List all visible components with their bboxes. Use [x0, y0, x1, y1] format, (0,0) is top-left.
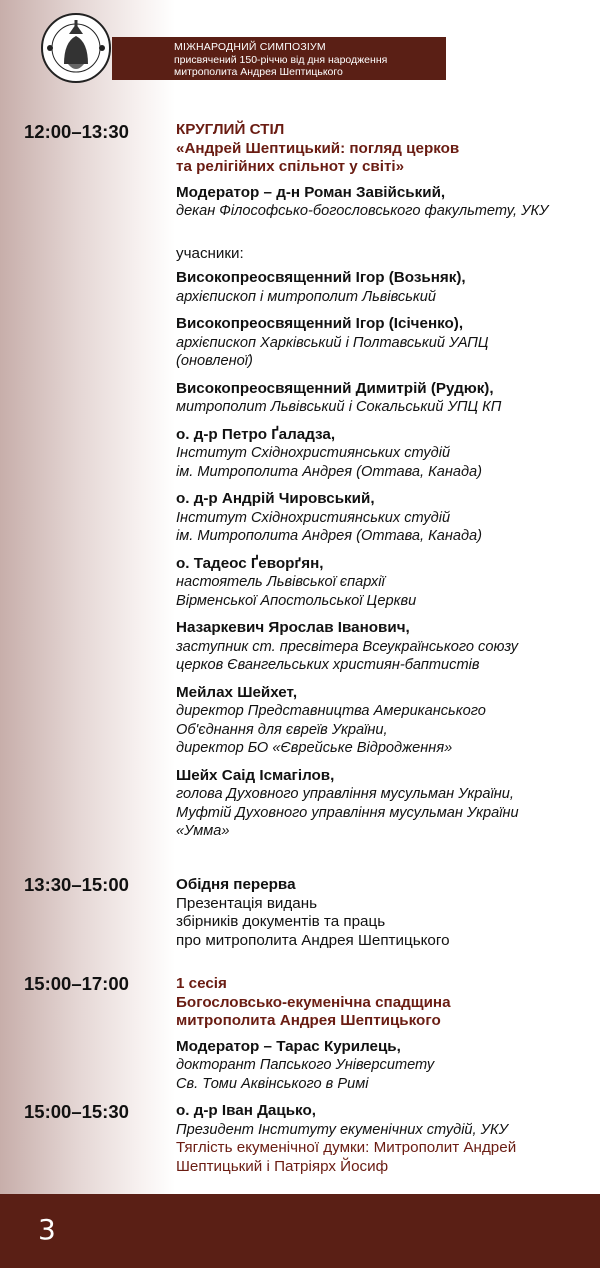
- participant-role: (оновленої): [176, 353, 253, 369]
- header-line-1: МІЖНАРОДНИЙ СИМПОЗІУМ: [174, 41, 326, 53]
- participant-name: Назаркевич Ярослав Іванович,: [176, 619, 410, 636]
- footer-band: [0, 1194, 600, 1268]
- moderator-role: Св. Томи Аквінського в Римі: [176, 1075, 369, 1092]
- participant-role: Муфтій Духовного управління мусульман України: [176, 804, 519, 821]
- moderator-role: докторант Папського Університету: [176, 1057, 435, 1073]
- session-time: 15:00–15:30: [24, 1101, 129, 1122]
- participant: [176, 315, 586, 371]
- participant: [176, 684, 586, 758]
- participant-role: голова Духовного управління мусульман України,: [176, 786, 514, 802]
- participant-role: директор БО «Єврейське Відродження»: [176, 740, 453, 756]
- session-line: Презентація видань: [176, 894, 318, 912]
- session-title-line: Богословсько-екуменічна спадщина: [176, 993, 451, 1011]
- session-title-line: митрополита Андрея Шептицького: [176, 1012, 441, 1029]
- participant-role: заступник ст. пресвітера Всеукраїнського союзу: [176, 638, 519, 655]
- session-title-line: 1 сесія: [176, 975, 227, 992]
- participant-role: церков Євангельських християн-баптистів: [176, 657, 480, 673]
- header-line-3: митрополита Андрея Шептицького: [174, 66, 343, 78]
- header-band: [112, 37, 446, 80]
- session-line: про митрополита Андрея Шептицького: [176, 931, 450, 949]
- round-table-block: [176, 121, 586, 850]
- participant: [176, 619, 586, 675]
- participant-role: ім. Митрополита Андрея (Оттава, Канада): [176, 463, 483, 480]
- participant-role: Об'єднання для євреїв України,: [176, 721, 388, 738]
- participant-role: митрополит Львівський і Сокальський УПЦ КП: [176, 399, 502, 415]
- participant-name: Високопреосвященний Ігор (Ісіченко),: [176, 315, 464, 332]
- participant-role: «Умма»: [176, 823, 230, 839]
- participant-name: Шейх Саід Ісмагілов,: [176, 766, 335, 784]
- page-number: 3: [38, 1213, 56, 1246]
- participant: [176, 490, 586, 546]
- session-1-block: [176, 975, 586, 1093]
- speaker-name: о. д-р Іван Дацько,: [176, 1102, 316, 1119]
- speaker-role: Президент Інституту екуменічних студій, УКУ: [176, 1121, 508, 1138]
- talk-title: Тяглість екуменічної думки: Митрополит Андрей: [176, 1139, 517, 1156]
- participant: [176, 767, 586, 841]
- participant-name: Високопреосвященний Димитрій (Рудюк),: [176, 379, 494, 397]
- participant-role: Вірменської Апостольської Церкви: [176, 592, 417, 609]
- session-time: 13:30–15:00: [24, 874, 129, 895]
- participant: [176, 555, 586, 611]
- participant-role: Інститут Східнохристиянських студій: [176, 509, 451, 526]
- participant: [176, 426, 586, 482]
- moderator-name: Модератор – д-н Роман Завійський,: [176, 183, 446, 201]
- session-title: Обідня перерва: [176, 876, 296, 893]
- participant-name: Мейлах Шейхет,: [176, 683, 298, 701]
- participant-role: архієпископ і митрополит Львівський: [176, 288, 437, 305]
- session-title-line: «Андрей Шептицький: погляд церков: [176, 139, 460, 157]
- moderator-name: Модератор – Тарас Курилець,: [176, 1037, 401, 1055]
- participant-role: настоятель Львівської єпархії: [176, 574, 385, 590]
- participant: [176, 380, 586, 417]
- talk-block: [176, 1102, 586, 1176]
- participants-label: учасники:: [176, 244, 244, 262]
- talk-title: Шептицький і Патріярх Йосиф: [176, 1157, 389, 1175]
- participant-name: о. Тадеос Ґеворґян,: [176, 554, 324, 572]
- session-title-line: КРУГЛИЙ СТІЛ: [176, 121, 285, 138]
- participant-name: о. д-р Петро Ґаладза,: [176, 425, 336, 443]
- lunch-block: [176, 876, 586, 950]
- participant: [176, 269, 586, 306]
- session-time: 15:00–17:00: [24, 973, 129, 994]
- participant-role: архієпископ Харківський і Полтавський УАПЦ: [176, 334, 489, 351]
- symposium-logo: [40, 12, 112, 84]
- participant-name: Високопреосвященний Ігор (Возьняк),: [176, 269, 466, 286]
- moderator-role: декан Філософсько-богословського факультету, УКУ: [176, 203, 549, 219]
- participant-name: о. д-р Андрій Чировський,: [176, 490, 375, 507]
- participant-role: директор Представництва Американського: [176, 703, 486, 719]
- participant-role: ім. Митрополита Андрея (Оттава, Канада): [176, 528, 483, 544]
- session-line: збірників документів та праць: [176, 913, 386, 930]
- participant-role: Інститут Східнохристиянських студій: [176, 445, 451, 461]
- session-time: 12:00–13:30: [24, 121, 129, 142]
- header-line-2: присвячений 150-річчю від дня народження: [174, 53, 388, 66]
- session-title-line: та релігійних спільнот у світі»: [176, 158, 405, 175]
